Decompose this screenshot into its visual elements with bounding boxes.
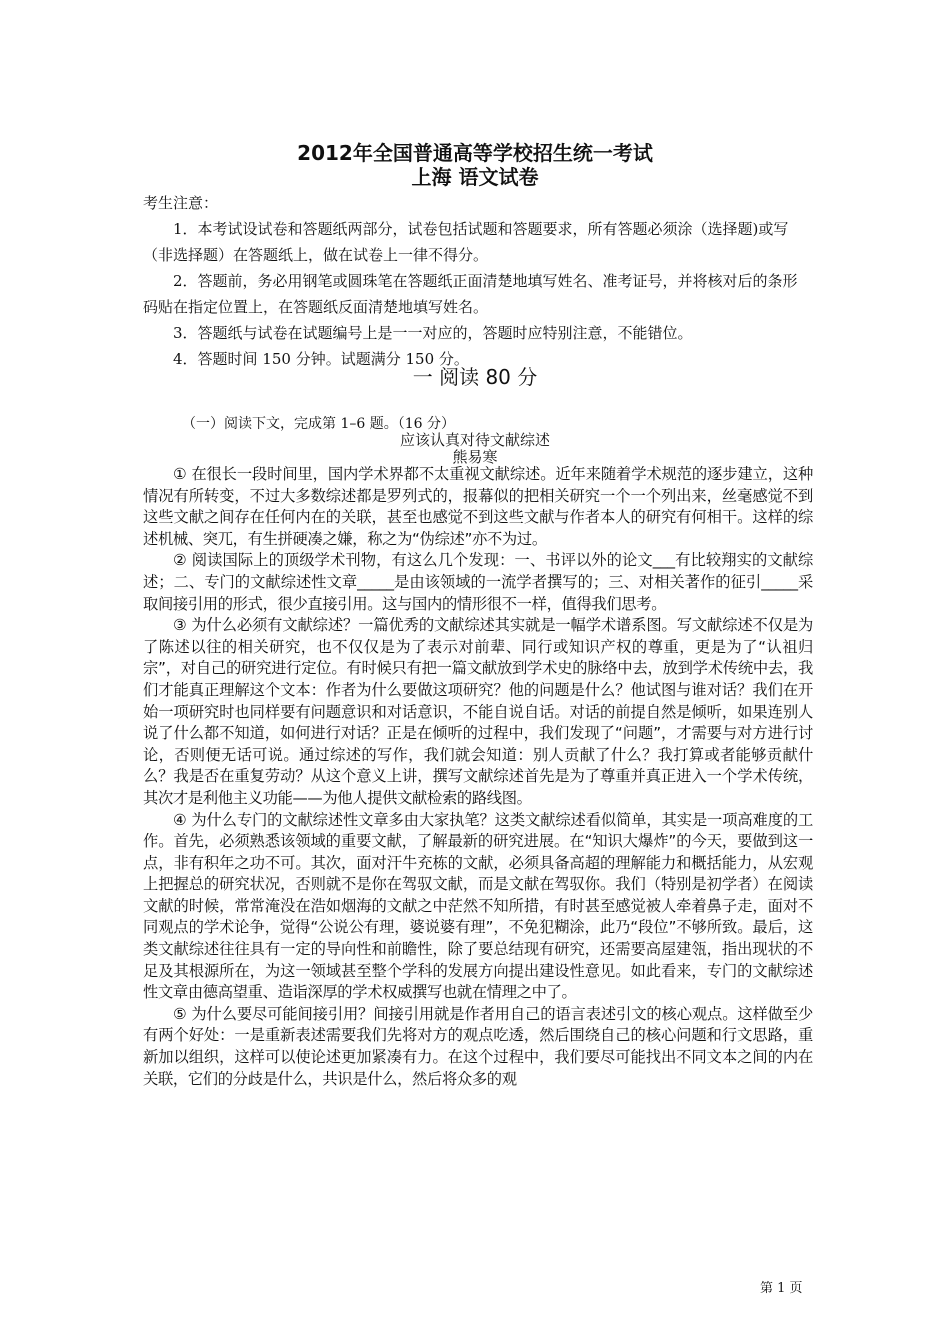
notice-item: 2．答题前，务必用钢笔或圆珠笔在答题纸正面清楚地填写姓名、准考证号，并将核对后的条形码贴在指定位置上，在答题纸反面清楚地填写姓名。 [143,272,798,316]
notice-item: 1．本考试设试卷和答题纸两部分，试卷包括试题和答题要求，所有答题必须涂（选择题)或写（非选择题）在答题纸上，做在试卷上一律不得分。 [143,220,789,264]
article-body [143,464,813,1090]
article-author: 熊易寒 [452,448,498,466]
article-paragraph: ② 阅读国际上的顶级学术刊物，有这么几个发现：一、书评以外的论文___有比较翔实的文献综述；二、专门的文献综述性文章_____是由该领域的一流学者撰写的；三、对相关著作的征引_____采取间接引用的形式，很少直接引用。这与国内的情形很不一样，值得我们思考。 [143,551,813,613]
article-title: 应该认真对待文献综述 [399,431,550,449]
notice-item: 3．答题纸与试卷在试题编号上是一一对应的，答题时应特别注意，不能错位。 [173,324,693,342]
article-paragraph: ④ 为什么专门的文献综述性文章多由大家执笔？这类文献综述看似简单，其实是一项高难度的工作。首先，必须熟悉该领域的重要文献，了解最新的研究进展。在“知识大爆炸”的今天，要做到这一点，非有积年之功不可。其次，面对汗牛充栋的文献，必须具备高超的理解能力和概括能力，从宏观上把握总的研究状况，否则就不是你在驾驭文献，而是文献在驾驭你。我们（特别是初学者）在阅读文献的时候，常常淹没在浩如烟海的文献之中茫然不知所措，有时甚至感觉被人牵着鼻子走，面对不同观点的学术论争，觉得“公说公有理，婆说婆有理”，不免犯糊涂，此乃“段位”不够所致。最后，这类文献综述往往具有一定的导向性和前瞻性，除了要总结现有研究，还需要高屋建瓴，指出现状的不足及其根源所在，为这一领域甚至整个学科的发展方向提出建设性意见。如此看来，专门的文献综述性文章由德高望重、造诣深厚的学术权威撰写也就在情理之中了。 [143,810,813,1002]
exam-subtitle: 上海 语文试卷 [411,165,539,189]
section-heading: 一 阅读 80 分 [412,365,538,389]
candidate-notice [143,190,810,372]
article-paragraph: ⑤ 为什么要尽可能间接引用？间接引用就是作者用自己的语言表述引文的核心观点。这样做至少有两个好处：一是重新表述需要我们先将对方的观点吃透，然后围绕自己的核心问题和行文思路，重新加以组织，这样可以使论述更加紧凑有力。在这个过程中，我们要尽可能找出不同文本之间的内在关联，它们的分歧是什么，共识是什么，然后将众多的观 [143,1004,813,1088]
article-paragraph: ③ 为什么必须有文献综述？一篇优秀的文献综述其实就是一幅学术谱系图。写文献综述不仅是为了陈述以往的相关研究，也不仅仅是为了表示对前辈、同行或知识产权的尊重，更是为了“认祖归宗”，对自己的研究进行定位。有时候只有把一篇文献放到学术史的脉络中去，放到学术传统中去，我们才能真正理解这个文本：作者为什么要做这项研究？他的问题是什么？他试图与谁对话？我们在开始一项研究时也同样要有问题意识和对话意识，不能自说自话。对话的前提自然是倾听，如果连别人说了什么都不知道，如何进行对话？正是在倾听的过程中，我们发现了“问题”，才需要与对方进行讨论，否则便无话可说。通过综述的写作，我们就会知道：别人贡献了什么？我打算或者能够贡献什么？我是否在重复劳动？从这个意义上讲，撰写文献综述首先是为了尊重并真正进入一个学术传统，其次才是利他主义功能——为他人提供文献检索的路线图。 [143,616,813,807]
question-intro: （一）阅读下文，完成第 1–6 题。（16 分） [182,416,455,432]
exam-title: 2012年全国普通高等学校招生统一考试 [297,141,653,165]
article-paragraph: ① 在很长一段时间里，国内学术界都不太重视文献综述。近年来随着学术规范的逐步建立，这种情况有所转变，不过大多数综述都是罗列式的，报幕似的把相关研究一个一个列出来，丝毫感觉不到这些文献之间存在任何内在的关联，甚至也感觉不到这些文献与作者本人的研究有何相干。这样的综述机械、突兀，有生拼硬凑之嫌，称之为“伪综述”亦不为过。 [143,465,813,548]
notice-item: 4．答题时间 150 分钟。试题满分 150 分。 [173,350,469,368]
notice-label: 考生注意： [143,194,219,212]
page-number: 第 1 页 [760,1281,803,1296]
